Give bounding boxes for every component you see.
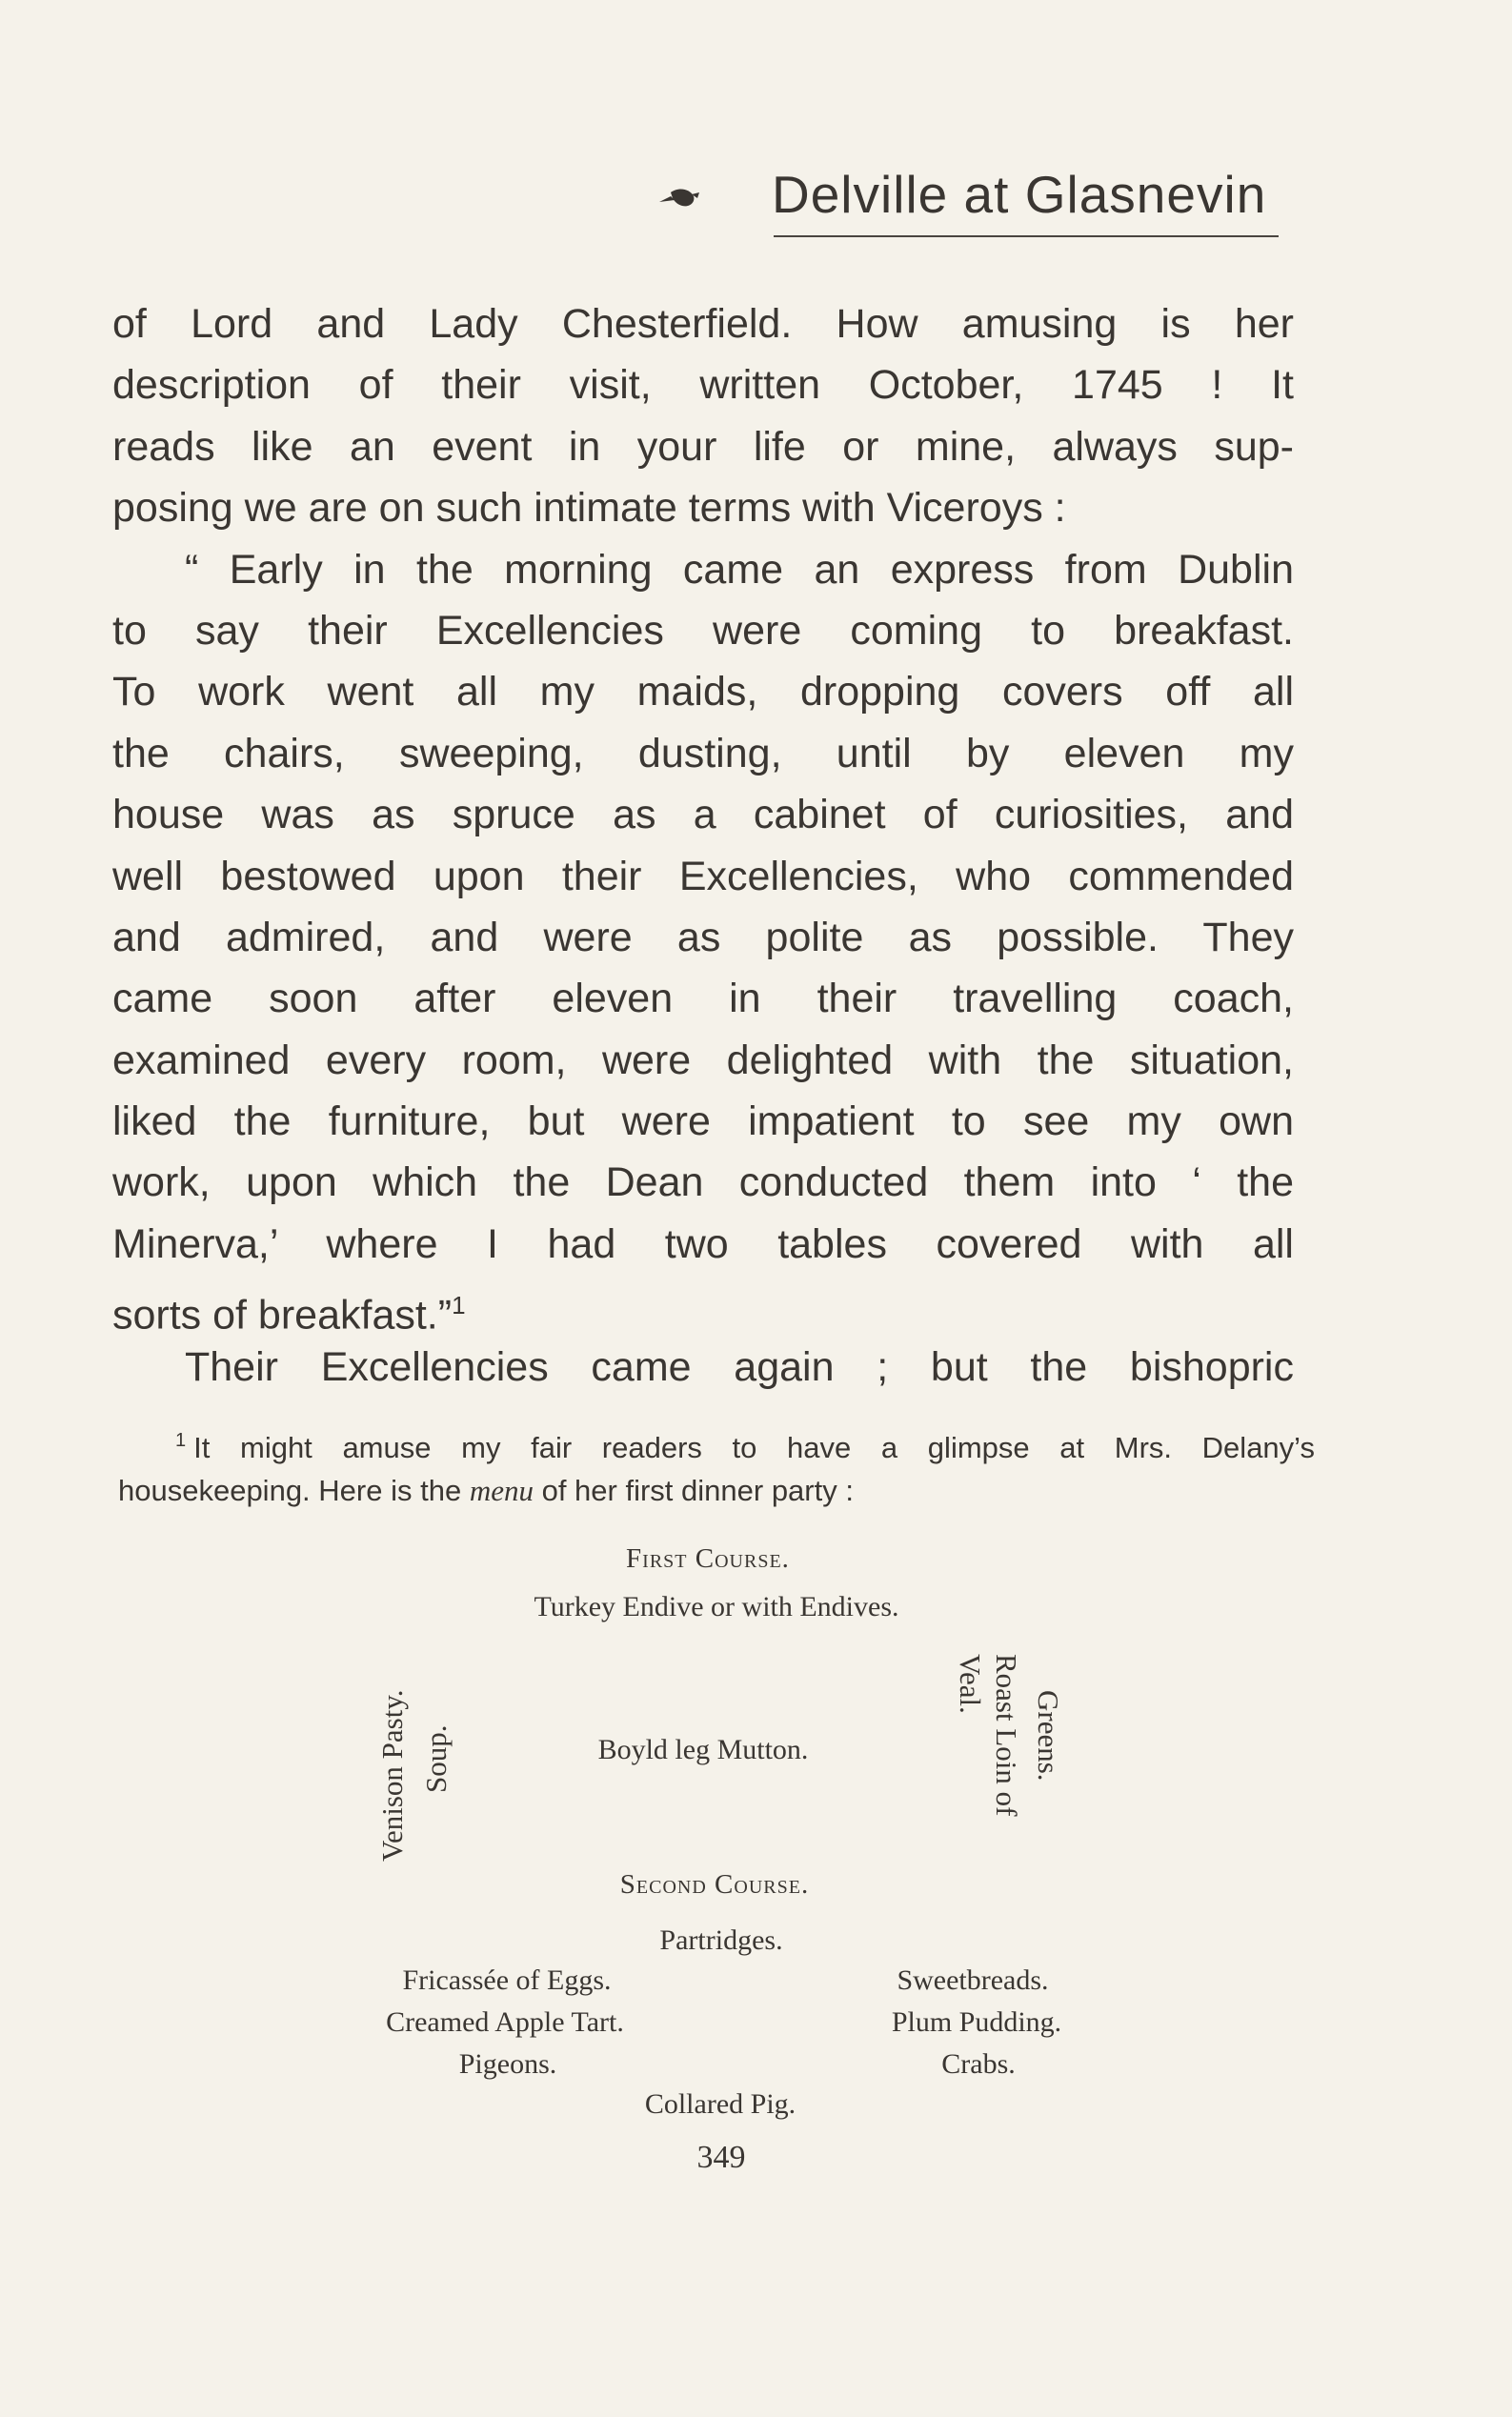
second-course-left-dish: Pigeons. [458,2048,557,2080]
footnote-line-2-start: housekeeping. Here is the [118,1474,462,1507]
body-line: well bestowed upon their Excellencies, who commended [112,853,1294,899]
body-line: liked the furniture, but were impatient to see my own [112,1098,1294,1145]
second-course-top-dish: Partridges. [659,1924,783,1956]
footnote-line-2-end: of her first dinner party : [541,1474,854,1507]
second-course-bottom-dish: Collared Pig. [644,2088,796,2120]
body-line: Their Excellencies came again ; but the bishopric [185,1343,1294,1390]
body-line: Minerva,’ where I had two tables covered with all [112,1220,1294,1267]
second-course-right-dish: Crabs. [941,2048,1016,2080]
first-course-left-outer-dish: Venison Pasty. [375,1689,409,1862]
body-line: work, upon which the Dean conducted them into ‘ the [112,1159,1294,1206]
body-line-text: sorts of breakfast.” [112,1292,453,1339]
second-course-right-dish: Plum Pudding. [891,2006,1062,2038]
first-course-right-inner-dish: Roast Loin of Veal. [954,1654,1023,1817]
body-line: the chairs, sweeping, dusting, until by eleven my [112,730,1294,776]
body-line: description of their visit, written October, 1745 ! It [112,362,1294,409]
body-line: posing we are on such intimate terms with Viceroys : [112,485,1066,532]
footnote-reference: 1 [452,1291,466,1320]
body-line: of Lord and Lady Chesterfield. How amusing is her [112,301,1294,347]
page-number: 349 [696,2140,746,2175]
second-course-left-dish: Creamed Apple Tart. [386,2006,624,2038]
second-course-heading: Second Course. [619,1869,810,1900]
first-course-right-outer-dish: Greens. [1032,1690,1065,1782]
menu-word-italic: menu [469,1474,534,1507]
body-line: examined every room, were delighted with the situation, [112,1037,1294,1083]
body-line: and admired, and were as polite as possible. They [112,914,1294,960]
body-line: To work went all my maids, dropping covers off all [112,669,1294,715]
running-head-title: Delville at Glasnevin [772,165,1267,224]
footnote-mark: 1 [175,1430,187,1451]
body-line: “ Early in the morning came an express from Dublin [185,546,1294,593]
first-course-center-dish: Boyld leg Mutton. [597,1734,809,1765]
footnote-line-1: It might amuse my fair readers to have a glimpse at Mrs. Delany’s [193,1431,1315,1464]
first-course-left-inner-dish: Soup. [419,1724,453,1793]
second-course-right-dish: Sweetbreads. [897,1964,1049,1996]
first-course-heading: First Course. [626,1543,790,1574]
body-line: to say their Excellencies were coming to breakfast. [112,607,1294,654]
second-course-left-dish: Fricassée of Eggs. [402,1964,612,1996]
first-course-top-dish: Turkey Endive or with Endives. [534,1591,899,1622]
body-line: house was as spruce as a cabinet of curiosities, and [112,792,1294,838]
body-line: came soon after eleven in their travelling coach, [112,976,1294,1022]
body-line: reads like an event in your life or mine, always sup- [112,423,1294,470]
